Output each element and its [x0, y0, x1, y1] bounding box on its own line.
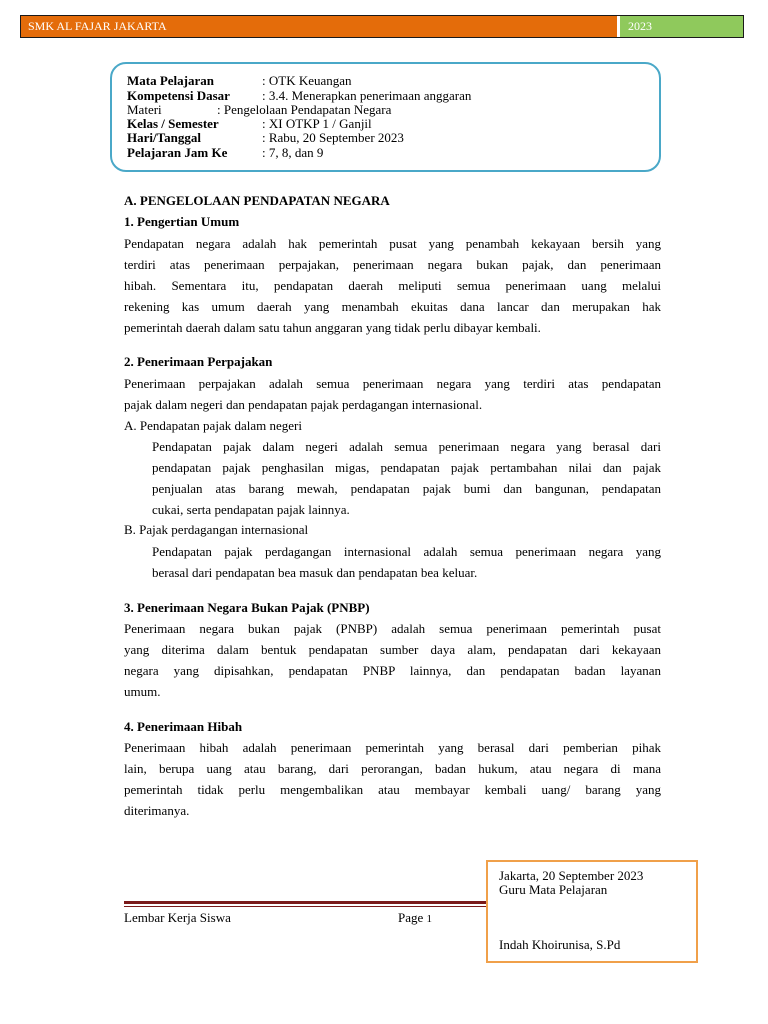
signature-name: Indah Khoirunisa, S.Pd — [499, 937, 621, 952]
paragraph-line: lain, berupa uang atau barang, dari perorangan, badan hukum, atau negara di mana — [124, 761, 661, 776]
paragraph-line: diterimanya. — [124, 803, 190, 818]
info-value: : Rabu, 20 September 2023 — [262, 130, 404, 145]
paragraph-line: yang diterima dalam bentuk pendapatan sumber daya alam, pendapatan dari kekayaan — [124, 642, 661, 657]
section-title: A. PENGELOLAAN PENDAPATAN NEGARA — [124, 193, 390, 208]
subsection-label: B. Pajak perdagangan internasional — [124, 522, 309, 537]
footer-rule — [124, 901, 488, 904]
info-label: Mata Pelajaran — [127, 73, 215, 88]
lesson-info-box — [110, 62, 661, 172]
section-heading: 1. Pengertian Umum — [124, 214, 240, 229]
school-name: SMK AL FAJAR JAKARTA — [21, 16, 620, 37]
signature-place-date: Jakarta, 20 September 2023 — [499, 868, 644, 883]
header-band — [20, 15, 744, 38]
paragraph-line: pajak dalam negeri dan pendapatan pajak perdagangan internasional. — [124, 397, 483, 412]
info-label: Pelajaran Jam Ke — [127, 145, 228, 160]
info-row-competency — [127, 88, 472, 103]
info-value: : OTK Keuangan — [262, 73, 352, 88]
info-label: Materi — [127, 102, 162, 117]
paragraph-line: pendapatan pajak penghasilan migas, pendapatan pajak pertambahan nilai dan pajak — [152, 460, 661, 475]
page-indicator — [398, 910, 432, 927]
info-label: Hari/Tanggal — [127, 130, 201, 145]
subsection-label: A. Pendapatan pajak dalam negeri — [124, 418, 302, 433]
footer-label: Lembar Kerja Siswa — [124, 910, 231, 925]
paragraph-line: terdiri atas penerimaan perpajakan, penerimaan negara bukan pajak, dan penerimaan — [124, 257, 661, 272]
header-year: 2023 — [620, 16, 743, 37]
info-row-class — [127, 116, 372, 131]
info-row-subject — [127, 73, 352, 88]
info-label: Kelas / Semester — [127, 116, 219, 131]
footer-rule-thin — [124, 906, 488, 907]
signature-box — [486, 860, 698, 963]
signature-role: Guru Mata Pelajaran — [499, 882, 608, 897]
paragraph-line: pemerintah daerah dalam satu tahun anggaran yang tidak perlu dibayar kembali. — [124, 320, 541, 335]
section-heading: 2. Penerimaan Perpajakan — [124, 354, 273, 369]
page-label: Page — [398, 910, 424, 925]
paragraph-line: umum. — [124, 684, 161, 699]
paragraph-line: Penerimaan negara bukan pajak (PNBP) adalah semua penerimaan pemerintah pusat — [124, 621, 661, 636]
info-row-date — [127, 130, 404, 145]
info-row-material — [127, 102, 392, 117]
paragraph-line: pemerintah tidak perlu mengembalikan atau membayar kembali uang/ barang yang — [124, 782, 661, 797]
paragraph-line: Pendapatan negara adalah hak pemerintah pusat yang penambah kekayaan bersih yang — [124, 236, 661, 251]
paragraph-line: penjualan atas barang mewah, pendapatan pajak bumi dan bangunan, pendapatan — [152, 481, 661, 496]
page-number: 1 — [426, 913, 433, 925]
info-value: : 3.4. Menerapkan penerimaan anggaran — [262, 88, 472, 103]
section-heading: 4. Penerimaan Hibah — [124, 719, 243, 734]
info-value: : Pengelolaan Pendapatan Negara — [217, 102, 392, 117]
info-value: : XI OTKP 1 / Ganjil — [262, 116, 372, 131]
paragraph-line: cukai, serta pendapatan pajak lainnya. — [152, 502, 350, 517]
paragraph-line: Penerimaan perpajakan adalah semua penerimaan negara yang terdiri atas pendapatan — [124, 376, 661, 391]
paragraph-line: negara yang dipisahkan, pendapatan PNBP lainnya, dan pendapatan badan layanan — [124, 663, 661, 678]
info-label: Kompetensi Dasar — [127, 88, 230, 103]
section-heading: 3. Penerimaan Negara Bukan Pajak (PNBP) — [124, 600, 370, 615]
paragraph-line: hibah. Sementara itu, pendapatan daerah meliputi semua penerimaan uang melalui — [124, 278, 661, 293]
paragraph-line: berasal dari pendapatan bea masuk dan pendapatan bea keluar. — [152, 565, 478, 580]
paragraph-line: Pendapatan pajak dalam negeri adalah semua penerimaan negara yang berasal dari — [152, 439, 661, 454]
info-value: : 7, 8, dan 9 — [262, 145, 324, 160]
paragraph-line: Penerimaan hibah adalah penerimaan pemerintah yang berasal dari pemberian pihak — [124, 740, 661, 755]
paragraph-line: Pendapatan pajak perdagangan internasional adalah semua penerimaan negara yang — [152, 544, 661, 559]
paragraph-line: rekening kas umum daerah yang menambah ekuitas dana lancar dan merupakan hak — [124, 299, 661, 314]
info-row-period — [127, 145, 324, 160]
